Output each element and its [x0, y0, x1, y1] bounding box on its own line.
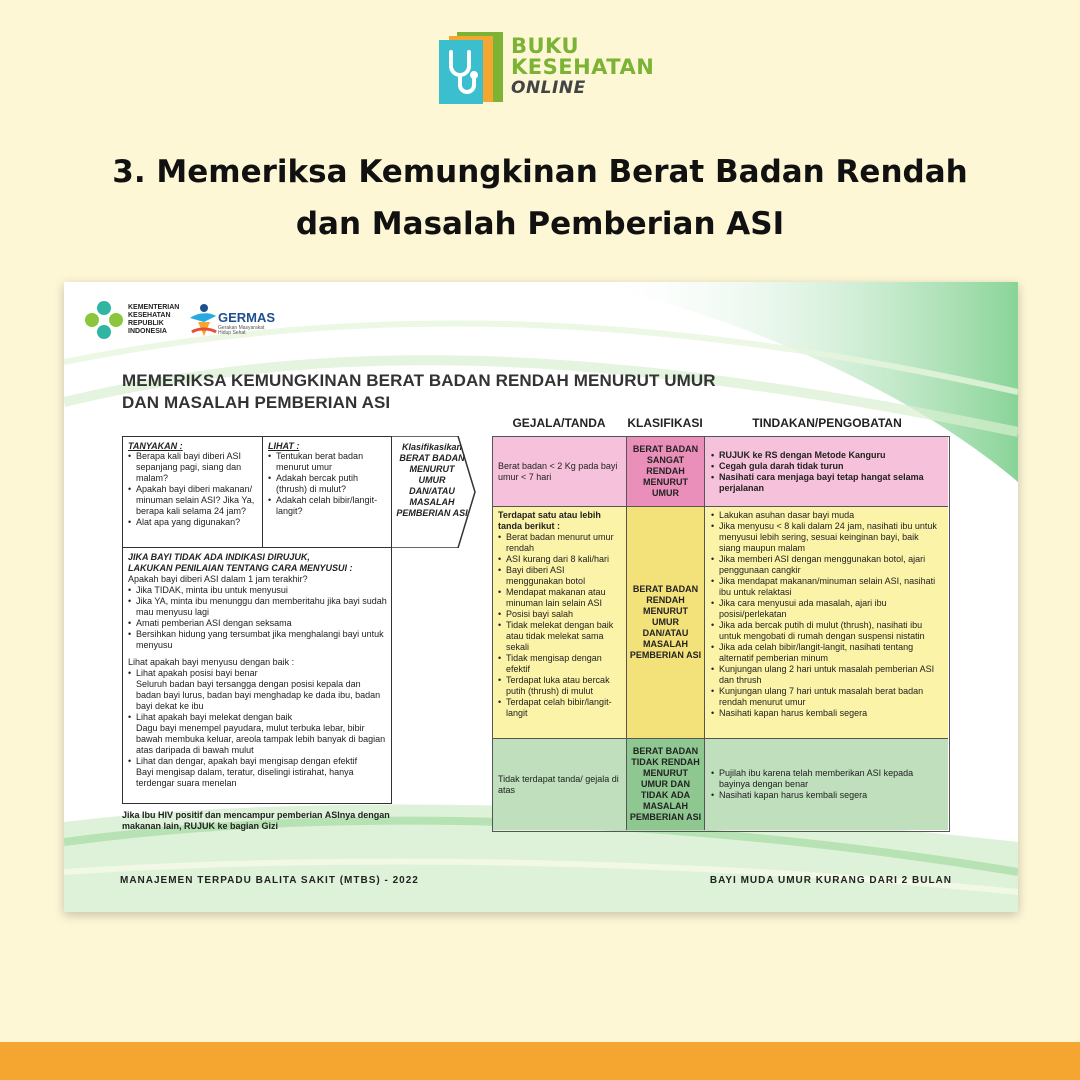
hiv-note: Jika Ibu HIV positif dan mencampur pemberian ASInya dengan makanan lain, RUJUK ke bagian Gizi	[122, 810, 390, 831]
classification-label: BERAT BADAN SANGAT RENDAH MENURUT UMUR	[632, 444, 699, 498]
bottom-band	[0, 1042, 1080, 1080]
action-item: • Jika ada bercak putih di mulut (thrush), nasihati ibu untuk mengobati di rumah dengan suspensi nistatin	[711, 620, 942, 642]
sign-item: • Bayi diberi ASI menggunakan botol	[498, 565, 621, 587]
action-item: • Jika cara menyusui ada masalah, ajari ibu posisi/perlekatan	[711, 598, 942, 620]
sign-item: • Mendapat makanan atau minuman lain selain ASI	[498, 587, 621, 609]
action-item: • Nasihati kapan harus kembali segera	[711, 790, 942, 801]
action-item: • Kunjungan ulang 7 hari untuk masalah berat badan rendah menurut umur	[711, 686, 942, 708]
look-item: • Adakah bercak putih (thrush) di mulut?	[268, 473, 387, 495]
sign-item: • Posisi bayi salah	[498, 609, 621, 620]
poster-title	[122, 370, 716, 414]
action-item: • RUJUK ke RS dengan Metode Kanguru	[711, 450, 942, 461]
poster-footer-left: MANAJEMEN TERPADU BALITA SAKIT (MTBS) - 2022	[120, 875, 419, 886]
germas-text: GERMAS	[218, 310, 276, 325]
action-item: • Pujilah ibu karena telah memberikan ASI kepada bayinya dengan benar	[711, 768, 942, 790]
action-item: • Jika ada celah bibir/langit-langit, nasihati tentang alternatif pemberian minum	[711, 642, 942, 664]
look-box	[262, 436, 392, 548]
signs-text: Berat badan < 2 Kg pada bayi umur < 7 hari	[498, 460, 618, 482]
assess-item: • Bersihkan hidung yang tersumbat jika menghalangi bayi untuk menyusu	[128, 629, 387, 651]
brand-line-kesehatan: KESEHATAN	[511, 55, 655, 79]
classification-table	[492, 436, 950, 832]
page-title	[60, 146, 1020, 250]
look-item: • Tentukan berat badan menurut umur	[268, 451, 387, 473]
kemenkes-logo	[84, 296, 204, 346]
action-item: • Jika memberi ASI dengan menggunakan botol, ajari penggunaan cangkir	[711, 554, 942, 576]
poster-footer-right: BAYI MUDA UMUR KURANG DARI 2 BULAN	[709, 875, 952, 886]
action-item: • Lakukan asuhan dasar bayi muda	[711, 510, 942, 521]
action-item: • Kunjungan ulang 2 hari untuk masalah pemberian ASI dan thrush	[711, 664, 942, 686]
table-row	[493, 739, 948, 830]
kemenkes-text: KEMENTERIAN KESEHATAN REPUBLIK INDONESIA	[128, 304, 180, 335]
poster-title-line2: DAN MASALAH PEMBERIAN ASI	[122, 393, 391, 412]
brand-line-buku: BUKU	[511, 34, 580, 58]
look-heading: LIHAT :	[268, 441, 300, 451]
brand-logo	[437, 30, 657, 110]
classification-cell	[627, 437, 705, 506]
table-row	[493, 507, 948, 739]
sign-item: • Tidak melekat dengan baik atau tidak melekat sama sekali	[498, 620, 621, 653]
actions-cell	[705, 507, 948, 738]
assess-heading-2: LAKUKAN PENILAIAN TENTANG CARA MENYUSUI :	[128, 563, 353, 573]
signs-text: Tidak terdapat tanda/ gejala di atas	[498, 773, 619, 795]
book-stethoscope-icon	[437, 30, 505, 106]
signs-heading: Terdapat satu atau lebih tanda berikut :	[498, 510, 601, 531]
action-item: • Nasihati kapan harus kembali segera	[711, 708, 942, 719]
assess-look-detail: Bayi mengisap dalam, teratur, diselingi istirahat, hanya terdengar suara menelan	[136, 767, 354, 788]
assess-look-detail: Seluruh badan bayi tersangga dengan posisi kepala dan badan bayi lurus, badan bayi menghadap ke dada ibu, badan bayi dekat ke ibu	[136, 679, 381, 711]
sign-item: • Terdapat celah bibir/langit-langit	[498, 697, 621, 719]
actions-cell	[705, 437, 948, 506]
classification-cell	[627, 507, 705, 738]
look-item: • Adakah celah bibir/langit-langit?	[268, 495, 387, 517]
poster-title-line1: MEMERIKSA KEMUNGKINAN BERAT BADAN RENDAH MENURUT UMUR	[122, 371, 716, 390]
ask-item: • Apakah bayi diberi makanan/ minuman selain ASI? Jika Ya, berapa kali selama 24 jam?	[128, 484, 258, 517]
action-item: • Nasihati cara menjaga bayi tetap hangat selama perjalanan	[711, 472, 942, 494]
assess-look-item	[128, 756, 387, 789]
assess-look-item	[128, 712, 387, 756]
action-item: • Jika mendapat makanan/minuman selain ASI, nasihati ibu untuk relaktasi	[711, 576, 942, 598]
assess-question: Apakah bayi diberi ASI dalam 1 jam terakhir?	[128, 574, 308, 584]
signs-cell	[493, 437, 627, 506]
brand-wordmark	[511, 36, 654, 99]
ask-box	[122, 436, 262, 548]
classification-cell	[627, 739, 705, 830]
page-title-line2: dan Masalah Pemberian ASI	[295, 206, 785, 242]
header-signs: GEJALA/TANDA	[512, 416, 606, 430]
ask-item: • Berapa kali bayi diberi ASI sepanjang pagi, siang dan malam?	[128, 451, 258, 484]
classification-label: BERAT BADAN RENDAH MENURUT UMUR DAN/ATAU MASALAH PEMBERIAN ASI	[629, 584, 702, 660]
sign-item: • Tidak mengisap dengan efektif	[498, 653, 621, 675]
assess-look-item-title: Lihat dan dengar, apakah bayi mengisap dengan efektif	[136, 756, 358, 766]
action-item: • Jika menyusu < 8 kali dalam 24 jam, nasihati ibu untuk menyusui lebih sering, sesuai keinginan bayi, baik siang maupun malam	[711, 521, 942, 554]
assess-look-item-title: Lihat apakah bayi melekat dengan baik	[136, 712, 293, 722]
assess-box	[122, 548, 392, 804]
sign-item: • ASI kurang dari 8 kali/hari	[498, 554, 621, 565]
action-item: • Cegah gula darah tidak turun	[711, 461, 942, 472]
table-row	[493, 437, 948, 507]
brand-line-online: ONLINE	[511, 78, 586, 98]
assess-item: • Jika TIDAK, minta ibu untuk menyusui	[128, 585, 387, 596]
assess-look-item	[128, 668, 387, 712]
assess-item: • Jika YA, minta ibu menunggu dan memberitahu jika bayi sudah mau menyusu lagi	[128, 596, 387, 618]
assess-look-detail: Dagu bayi menempel payudara, mulut terbuka lebar, bibir bawah membuka keluar, areola tampak lebih banyak di bagian atas daripada di bawah mulut	[136, 723, 386, 755]
ask-item: • Alat apa yang digunakan?	[128, 517, 258, 528]
germas-figure-icon	[188, 302, 218, 338]
assess-look-item-title: Lihat apakah posisi bayi benar	[136, 668, 258, 678]
signs-cell	[493, 739, 627, 830]
ask-heading: TANYAKAN :	[128, 441, 183, 451]
kemenkes-emblem-icon	[84, 298, 124, 342]
assess-item: • Amati pemberian ASI dengan seksama	[128, 618, 387, 629]
sign-item: • Terdapat luka atau bercak putih (thrush) di mulut	[498, 675, 621, 697]
assess-heading-1: JIKA BAYI TIDAK ADA INDIKASI DIRUJUK,	[128, 552, 310, 562]
germas-logo	[188, 298, 288, 344]
page-title-line1: 3. Memeriksa Kemungkinan Berat Badan Rendah	[112, 154, 968, 190]
mtbs-poster	[64, 282, 1018, 912]
classification-label: BERAT BADAN TIDAK RENDAH MENURUT UMUR DAN TIDAK ADA MASALAH PEMBERIAN ASI	[629, 746, 702, 822]
header-treatment: TINDAKAN/PENGOBATAN	[752, 416, 902, 430]
germas-subtext: Gerakan Masyarakat Hidup Sehat	[218, 325, 265, 336]
header-classification: KLASIFIKASI	[627, 416, 703, 430]
assess-look-heading: Lihat apakah bayi menyusu dengan baik :	[128, 657, 295, 667]
classify-arrow-text: Klasifikasikan BERAT BADAN MENURUT UMUR DAN/ATAU MASALAH PEMBERIAN ASI	[396, 442, 468, 518]
actions-cell	[705, 739, 948, 830]
signs-cell	[493, 507, 627, 738]
sign-item: • Berat badan menurut umur rendah	[498, 532, 621, 554]
